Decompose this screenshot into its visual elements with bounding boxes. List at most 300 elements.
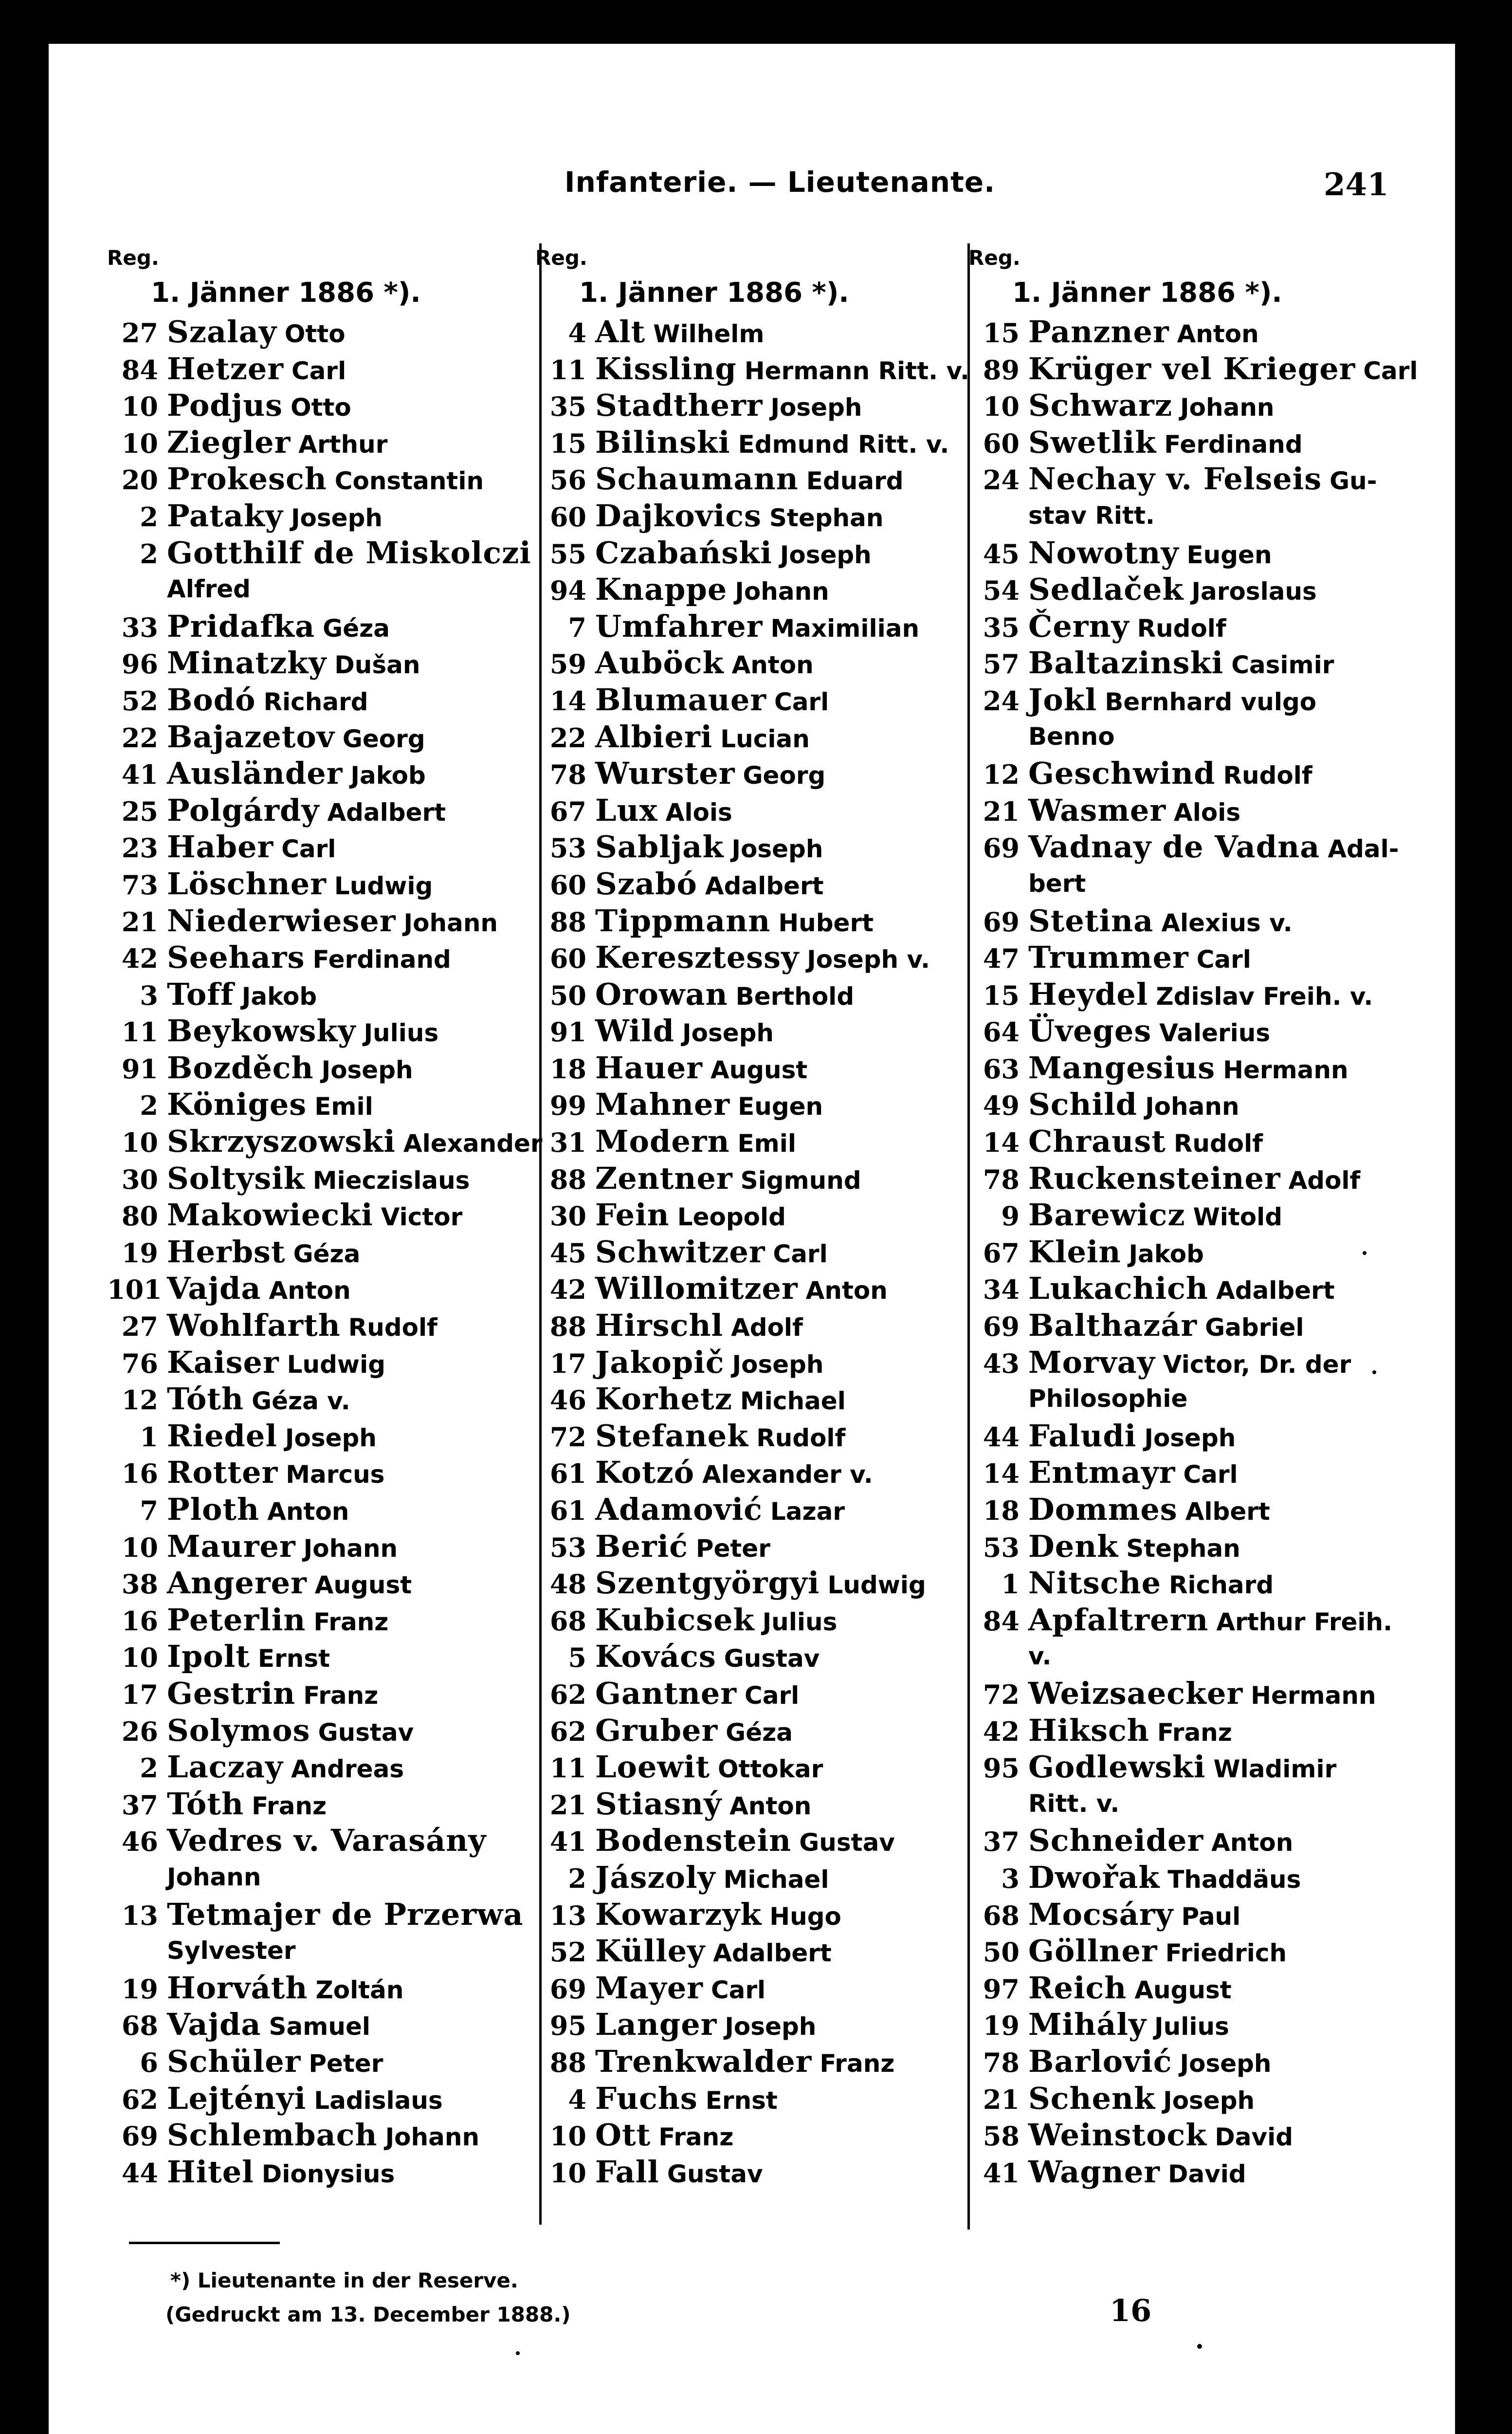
surname: Dwořak xyxy=(1028,1859,1160,1895)
officer-entry xyxy=(107,829,535,866)
entry-continuation xyxy=(968,1638,1397,1675)
regiment-number: 11 xyxy=(549,354,586,386)
officer-entry xyxy=(968,903,1397,940)
given-name: Adal- xyxy=(1328,835,1399,864)
given-name: Constantin xyxy=(334,467,484,496)
given-name: Rudolf xyxy=(756,1423,846,1452)
given-name: Carl xyxy=(281,835,336,864)
entry-list xyxy=(535,313,970,2190)
regiment-number: 12 xyxy=(121,1384,158,1416)
officer-entry xyxy=(968,1344,1397,1381)
surname: Orowan xyxy=(595,976,728,1012)
regiment-number: 62 xyxy=(549,1678,586,1710)
regiment-number: 61 xyxy=(549,1458,586,1490)
officer-entry xyxy=(107,1123,543,1160)
surname: Göllner xyxy=(1028,1933,1158,1969)
regiment-number: 43 xyxy=(983,1347,1020,1379)
page-number: 241 xyxy=(1324,166,1389,203)
surname: Üveges xyxy=(1028,1013,1152,1049)
given-name: Carl xyxy=(1183,1460,1238,1489)
surname: Vedres v. Varasány xyxy=(167,1823,487,1859)
entry-continuation xyxy=(107,571,535,608)
surname: Kaiser xyxy=(167,1344,279,1380)
officer-entry xyxy=(535,498,964,535)
regiment-number: 37 xyxy=(983,1826,1020,1858)
officer-entry xyxy=(535,2080,964,2117)
officer-entry xyxy=(107,1050,535,1087)
given-name: Ferdinand xyxy=(1164,430,1303,459)
regiment-number: 69 xyxy=(983,1311,1020,1343)
given-name: Joseph xyxy=(1163,2086,1255,2115)
given-name: Franz xyxy=(303,1681,379,1710)
given-name: Ritt. v. xyxy=(1028,1789,1120,1818)
surname: Ipolt xyxy=(167,1639,250,1675)
surname: Schüler xyxy=(167,2043,301,2079)
officer-entry xyxy=(535,1933,964,1970)
officer-entry xyxy=(968,1859,1397,1896)
regiment-number: 60 xyxy=(549,943,586,975)
surname: Reich xyxy=(1028,1970,1127,2006)
surname: Lux xyxy=(595,792,658,828)
regiment-number: 10 xyxy=(121,391,158,423)
surname: Niederwieser xyxy=(167,903,396,939)
given-name: Johann xyxy=(303,1534,398,1563)
officer-entry xyxy=(535,903,964,940)
surname: Bodenstein xyxy=(595,1823,792,1859)
regiment-number: 34 xyxy=(983,1274,1020,1306)
surname: Fuchs xyxy=(595,2080,698,2116)
officer-entry xyxy=(535,1086,964,1123)
officer-entry xyxy=(968,1491,1397,1528)
surname: Weinstock xyxy=(1028,2117,1207,2153)
regiment-number: 56 xyxy=(549,464,586,496)
regiment-number: 53 xyxy=(983,1531,1020,1563)
surname: Pridafka xyxy=(167,608,315,644)
entry-list xyxy=(968,313,1418,2190)
officer-entry xyxy=(535,461,964,498)
surname: Berić xyxy=(595,1528,688,1564)
officer-entry xyxy=(535,571,964,608)
print-speck xyxy=(516,2351,520,2355)
officer-entry xyxy=(107,939,535,976)
date-heading: 1. Jänner 1886 *). xyxy=(1012,277,1282,309)
officer-entry xyxy=(107,2154,535,2191)
given-name: Gustav xyxy=(724,1644,820,1673)
surname: Wurster xyxy=(595,756,735,792)
surname: Hiksch xyxy=(1028,1712,1149,1748)
regiment-number: 50 xyxy=(549,979,586,1011)
regiment-number: 72 xyxy=(549,1421,586,1453)
regiment-number: 80 xyxy=(121,1200,158,1232)
surname: Haber xyxy=(167,829,274,865)
regiment-number: 55 xyxy=(549,538,586,570)
given-name: Michael xyxy=(723,1865,829,1894)
surname: Vadnay de Vadna xyxy=(1028,829,1320,865)
officer-entry xyxy=(107,608,535,645)
regiment-number: 52 xyxy=(549,1936,586,1968)
officer-entry xyxy=(107,350,535,387)
surname: Wohlfarth xyxy=(167,1308,341,1344)
given-name: Maximilian xyxy=(770,614,920,643)
officer-entry xyxy=(107,1160,535,1197)
given-name: Johann xyxy=(385,2123,480,2152)
officer-entry xyxy=(968,461,1397,498)
given-name: Gustav xyxy=(318,1718,414,1747)
given-name: Ludwig xyxy=(334,871,433,900)
regiment-number: 17 xyxy=(549,1347,586,1379)
officer-entry xyxy=(107,1344,535,1381)
regiment-number: 12 xyxy=(983,759,1020,791)
given-name: Jakob xyxy=(241,982,317,1011)
officer-entry xyxy=(535,719,964,756)
given-name: Rudolf xyxy=(1173,1129,1263,1158)
given-name: Ernst xyxy=(257,1644,330,1673)
officer-entry xyxy=(535,1160,964,1197)
officer-entry xyxy=(535,1197,964,1234)
regiment-number: 44 xyxy=(121,2157,158,2189)
officer-entry xyxy=(535,1675,964,1712)
given-name: Carl xyxy=(1363,356,1418,385)
regiment-number: 78 xyxy=(983,1163,1020,1195)
given-name: Joseph xyxy=(321,1055,413,1084)
surname: Vajda xyxy=(167,2007,261,2043)
officer-entry xyxy=(107,1602,535,1639)
page xyxy=(49,44,1455,2434)
regiment-number: 62 xyxy=(549,1715,586,1747)
given-name: Géza xyxy=(323,614,390,643)
given-name: Peter xyxy=(695,1534,770,1563)
regiment-number: 84 xyxy=(121,354,158,386)
printed-date-note: (Gedruckt am 13. December 1888.) xyxy=(165,2303,571,2326)
officer-entry xyxy=(968,1528,1397,1565)
officer-entry xyxy=(107,313,535,350)
regiment-number: 11 xyxy=(549,1752,586,1784)
surname: Schlembach xyxy=(167,2117,378,2153)
surname: Blumauer xyxy=(595,682,766,718)
officer-entry xyxy=(107,682,535,719)
regiment-number: 84 xyxy=(983,1605,1020,1637)
given-name: Arthur Freih. xyxy=(1216,1607,1393,1636)
officer-entry xyxy=(535,682,964,719)
officer-entry xyxy=(968,350,1418,387)
regiment-number: 10 xyxy=(983,391,1020,423)
given-name: Casimir xyxy=(1231,651,1334,680)
officer-entry xyxy=(968,608,1397,645)
column-2 xyxy=(535,243,970,2190)
given-name: Franz xyxy=(1157,1718,1232,1747)
regiment-number: 10 xyxy=(121,1531,158,1563)
regiment-number: 61 xyxy=(549,1495,586,1526)
surname: Tóth xyxy=(167,1381,244,1417)
surname: Herbst xyxy=(167,1234,286,1270)
officer-entry xyxy=(535,2043,964,2080)
entry-continuation xyxy=(968,498,1397,535)
given-name: Jakob xyxy=(1129,1239,1204,1268)
given-name: Joseph xyxy=(291,503,383,532)
officer-entry xyxy=(107,1418,535,1455)
given-name: Samuel xyxy=(269,2012,371,2041)
given-name: Joseph xyxy=(780,540,872,569)
surname: Solymos xyxy=(167,1712,310,1748)
surname: Weizsaecker xyxy=(1028,1675,1243,1711)
given-name: v. xyxy=(1028,1642,1052,1671)
officer-entry xyxy=(107,719,535,756)
given-name: Carl xyxy=(1196,945,1251,974)
surname: Peterlin xyxy=(167,1602,306,1638)
regiment-number: 68 xyxy=(549,1605,586,1637)
surname: Swetlik xyxy=(1028,424,1157,460)
reg-label: Reg. xyxy=(107,246,159,270)
officer-entry xyxy=(107,1454,535,1491)
regiment-number: 49 xyxy=(983,1090,1020,1122)
officer-entry xyxy=(107,976,535,1013)
officer-entry xyxy=(968,1970,1397,2007)
column-1 xyxy=(107,243,543,2190)
officer-entry xyxy=(535,866,964,903)
regiment-number: 16 xyxy=(121,1458,158,1490)
regiment-number: 68 xyxy=(983,1899,1020,1931)
officer-entry xyxy=(535,1528,964,1565)
surname: Külley xyxy=(595,1933,706,1969)
surname: Denk xyxy=(1028,1528,1119,1564)
surname: Hetzer xyxy=(167,350,284,387)
surname: Horváth xyxy=(167,1970,308,2006)
regiment-number: 4 xyxy=(568,2084,586,2115)
surname: Klein xyxy=(1028,1234,1121,1270)
regiment-number: 94 xyxy=(549,575,586,607)
given-name: Adalbert xyxy=(713,1939,832,1968)
surname: Geschwind xyxy=(1028,756,1216,792)
officer-entry xyxy=(968,939,1397,976)
given-name: David xyxy=(1167,2159,1246,2188)
officer-entry xyxy=(107,1822,535,1859)
entry-continuation xyxy=(968,1381,1397,1418)
officer-entry xyxy=(107,1565,535,1602)
officer-entry xyxy=(107,1381,535,1418)
officer-entry xyxy=(535,535,964,572)
regiment-number: 95 xyxy=(983,1752,1020,1784)
given-name: Lazar xyxy=(770,1497,845,1526)
surname: Lukachich xyxy=(1028,1271,1209,1307)
given-name: Sylvester xyxy=(167,1936,296,1965)
surname: Faludi xyxy=(1028,1418,1137,1454)
page-header-title: Infanterie. — Lieutenante. xyxy=(565,166,996,199)
given-name: Ladislaus xyxy=(314,2086,443,2115)
regiment-number: 19 xyxy=(121,1237,158,1269)
regiment-number: 76 xyxy=(121,1347,158,1379)
regiment-number: 19 xyxy=(121,1973,158,2005)
given-name: Victor xyxy=(381,1203,463,1232)
surname: Königes xyxy=(167,1087,307,1123)
regiment-number: 10 xyxy=(121,1642,158,1674)
officer-entry xyxy=(535,1602,964,1639)
given-name: Joseph xyxy=(725,2012,817,2041)
surname: Polgárdy xyxy=(167,792,320,828)
officer-entry xyxy=(107,645,535,682)
officer-entry xyxy=(107,1197,535,1234)
officer-entry xyxy=(535,387,964,424)
given-name: Anton xyxy=(269,1276,351,1305)
given-name: Gabriel xyxy=(1205,1313,1304,1342)
regiment-number: 27 xyxy=(121,1311,158,1343)
officer-entry xyxy=(535,1307,964,1344)
surname: Maurer xyxy=(167,1528,296,1564)
officer-entry xyxy=(107,535,535,572)
surname: Krüger vel Krieger xyxy=(1028,350,1356,387)
officer-entry xyxy=(107,1970,535,2007)
officer-entry xyxy=(968,792,1397,829)
regiment-number: 41 xyxy=(121,759,158,791)
officer-entry xyxy=(107,1675,535,1712)
given-name: Adalbert xyxy=(1216,1276,1335,1305)
given-name: Georg xyxy=(743,761,826,790)
given-name: Johann xyxy=(735,577,829,606)
surname: Kotzó xyxy=(595,1455,695,1491)
regiment-number: 18 xyxy=(983,1495,1020,1526)
surname: Stadtherr xyxy=(595,387,763,424)
given-name: Stephan xyxy=(1126,1534,1240,1563)
officer-entry xyxy=(535,976,964,1013)
given-name: Alexander xyxy=(403,1129,543,1158)
officer-entry xyxy=(535,1418,964,1455)
regiment-number: 15 xyxy=(549,427,586,459)
given-name: Carl xyxy=(773,1239,828,1268)
surname: Vajda xyxy=(167,1271,261,1307)
officer-entry xyxy=(968,1712,1397,1749)
surname: Tetmajer de Przerwa xyxy=(167,1896,524,1932)
regiment-number: 21 xyxy=(983,2084,1020,2115)
officer-entry xyxy=(535,608,964,645)
regiment-number: 7 xyxy=(568,611,586,643)
officer-entry xyxy=(968,2154,1397,2191)
regiment-number: 60 xyxy=(549,501,586,533)
given-name: Peter xyxy=(309,2049,383,2078)
officer-entry xyxy=(968,1123,1397,1160)
officer-entry xyxy=(968,1307,1397,1344)
given-name: Rudolf xyxy=(348,1313,437,1342)
given-name: Albert xyxy=(1185,1497,1270,1526)
regiment-number: 2 xyxy=(140,538,158,570)
regiment-number: 1 xyxy=(1001,1568,1020,1600)
officer-entry xyxy=(968,1050,1397,1087)
regiment-number: 45 xyxy=(983,538,1020,570)
regiment-number: 19 xyxy=(983,2010,1020,2042)
officer-entry xyxy=(968,1197,1397,1234)
surname: Sedlaček xyxy=(1028,572,1184,608)
given-name: Gustav xyxy=(667,2159,763,2188)
regiment-number: 5 xyxy=(568,1642,586,1674)
regiment-number: 6 xyxy=(140,2047,158,2078)
given-name: Dušan xyxy=(334,651,420,680)
entry-continuation xyxy=(107,1933,535,1970)
regiment-number: 88 xyxy=(549,1311,586,1343)
surname: Panzner xyxy=(1028,314,1169,350)
given-name: Adalbert xyxy=(327,798,446,827)
regiment-number: 68 xyxy=(121,2010,158,2042)
given-name: Otto xyxy=(284,320,346,348)
regiment-number: 2 xyxy=(140,1090,158,1122)
given-name: Richard xyxy=(1169,1571,1274,1600)
given-name: Hermann xyxy=(1251,1681,1376,1710)
officer-entry xyxy=(535,939,964,976)
given-name: August xyxy=(314,1571,412,1600)
regiment-number: 2 xyxy=(140,501,158,533)
officer-entry xyxy=(535,2117,964,2154)
regiment-number: 41 xyxy=(983,2157,1020,2189)
regiment-number: 21 xyxy=(549,1789,586,1821)
officer-entry xyxy=(535,1786,964,1823)
officer-entry xyxy=(535,1013,964,1050)
regiment-number: 46 xyxy=(549,1384,586,1416)
surname: Korhetz xyxy=(595,1381,732,1417)
regiment-number: 54 xyxy=(983,575,1020,607)
surname: Mayer xyxy=(595,1970,703,2006)
surname: Hirschl xyxy=(595,1308,724,1344)
given-name: David xyxy=(1215,2123,1293,2152)
given-name: Ernst xyxy=(705,2086,778,2115)
given-name: Andreas xyxy=(291,1755,404,1784)
officer-entry xyxy=(968,1602,1397,1639)
officer-entry xyxy=(535,1050,964,1087)
officer-entry xyxy=(107,1638,535,1675)
given-name: Witold xyxy=(1193,1203,1283,1232)
surname: Tóth xyxy=(167,1786,244,1822)
given-name: Joseph xyxy=(1144,1423,1236,1452)
given-name: Alois xyxy=(1174,798,1241,827)
surname: Albieri xyxy=(595,719,713,755)
surname: Gestrin xyxy=(167,1675,296,1711)
given-name: Arthur xyxy=(298,430,388,459)
surname: Dommes xyxy=(1028,1492,1178,1527)
regiment-number: 31 xyxy=(549,1127,586,1159)
regiment-number: 88 xyxy=(549,906,586,938)
regiment-number: 64 xyxy=(983,1016,1020,1048)
regiment-number: 67 xyxy=(549,795,586,827)
regiment-number: 42 xyxy=(121,943,158,975)
regiment-number: 38 xyxy=(121,1568,158,1600)
officer-entry xyxy=(968,645,1397,682)
officer-entry xyxy=(107,424,535,461)
given-name: Julius xyxy=(762,1607,838,1636)
surname: Jászoly xyxy=(595,1859,716,1895)
officer-entry xyxy=(107,2043,535,2080)
officer-entry xyxy=(535,350,970,387)
surname: Hitel xyxy=(167,2154,254,2190)
given-name: Anton xyxy=(731,651,814,680)
regiment-number: 67 xyxy=(983,1237,1020,1269)
regiment-number: 35 xyxy=(983,611,1020,643)
surname: Gruber xyxy=(595,1712,718,1748)
surname: Szalay xyxy=(167,314,277,350)
given-name: Bernhard vulgo xyxy=(1105,687,1317,716)
officer-entry xyxy=(968,1749,1397,1786)
surname: Pataky xyxy=(167,498,283,534)
officer-entry xyxy=(535,1749,964,1786)
regiment-number: 88 xyxy=(549,1163,586,1195)
regiment-number: 69 xyxy=(983,906,1020,938)
surname: Balthazár xyxy=(1028,1308,1198,1344)
regiment-number: 62 xyxy=(121,2084,158,2115)
regiment-number: 45 xyxy=(549,1237,586,1269)
regiment-number: 27 xyxy=(121,317,158,349)
regiment-number: 10 xyxy=(121,1127,158,1159)
given-name: Franz xyxy=(313,1607,389,1636)
surname: Trenkwalder xyxy=(595,2043,812,2079)
given-name: Jaroslaus xyxy=(1191,577,1317,606)
given-name: Zdislav Freih. v. xyxy=(1156,982,1373,1011)
regiment-number: 48 xyxy=(549,1568,586,1600)
given-name: Rudolf xyxy=(1137,614,1226,643)
